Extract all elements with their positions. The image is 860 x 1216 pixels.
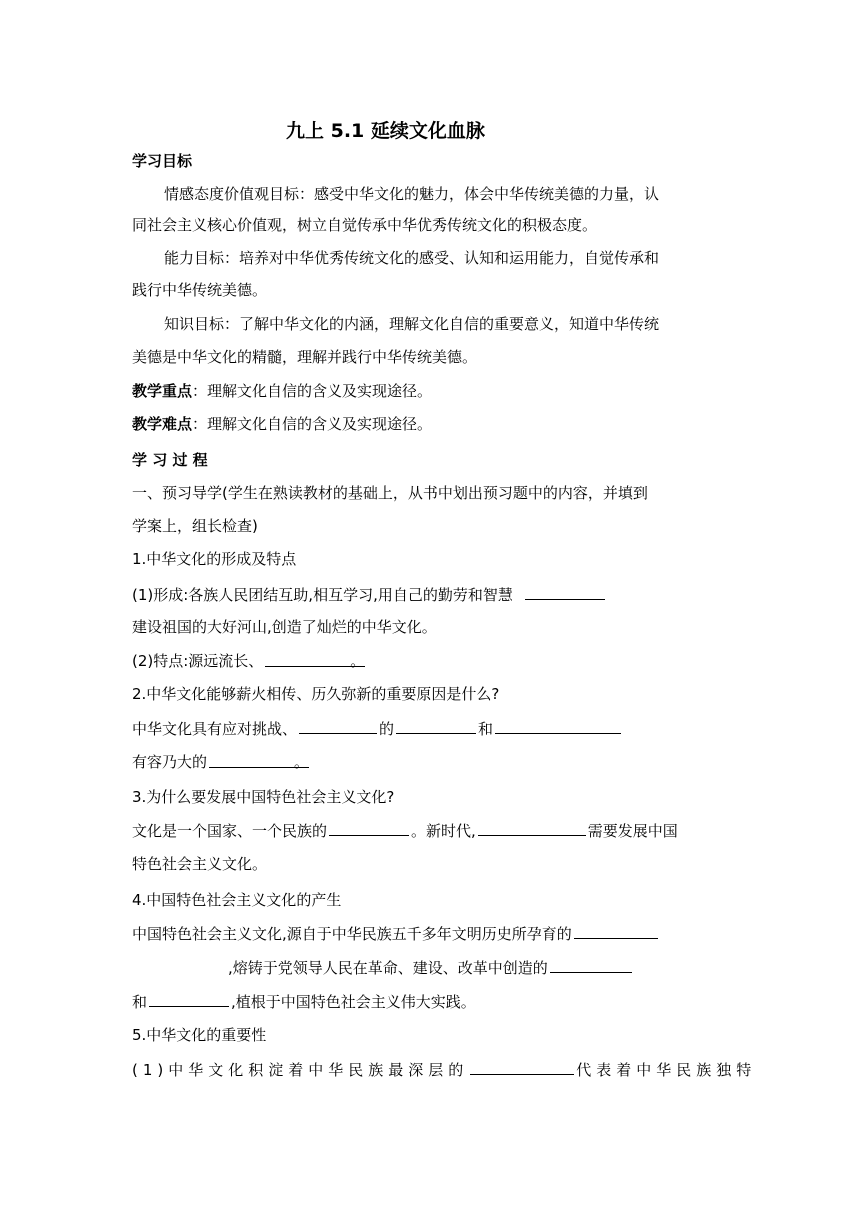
goal-emotion-line1: 情感态度价值观目标：感受中华文化的魅力，体会中华传统美德的力量，认 [164, 185, 660, 203]
q1-heading: 1.中华文化的形成及特点 [132, 550, 297, 568]
key-text: ：理解文化自信的含义及实现途径。 [192, 382, 433, 400]
q4-heading: 4.中国特色社会主义文化的产生 [132, 891, 342, 909]
difficulty-label: 教学难点 [132, 415, 193, 433]
q4-answer-line1 [132, 922, 730, 944]
difficulty-text: ：理解文化自信的含义及实现途径。 [192, 415, 433, 433]
q2-text-a: 中华文化具有应对挑战、 [132, 720, 298, 738]
q5-text-a: (1)中华文化积淀着中华民族最深层的 [132, 1061, 469, 1079]
fill-blank[interactable] [299, 717, 377, 734]
q1-formation-text: (1)形成:各族人民团结互助,相互学习,用自己的勤劳和智慧 [132, 586, 513, 604]
fill-blank[interactable] [209, 751, 310, 771]
teaching-difficulty [132, 413, 730, 435]
q4-text-a: 中国特色社会主义文化,源自于中华民族五千多年文明历史所孕育的 [132, 925, 572, 943]
key-label: 教学重点 [132, 382, 193, 400]
q1-feature-text: (2)特点:源远流长、 [132, 652, 264, 670]
q3-answer-line1 [132, 819, 730, 841]
fill-blank[interactable] [550, 956, 632, 973]
goal-knowledge-line2: 美德是中华文化的精髓，理解并践行中华传统美德。 [132, 348, 478, 366]
q5-answer-line1 [132, 1058, 757, 1080]
fill-blank[interactable] [525, 583, 605, 600]
goal-emotion-line2: 同社会主义核心价值观，树立自觉传承中华优秀传统文化的积极态度。 [132, 216, 598, 234]
fill-blank[interactable] [495, 717, 621, 734]
fill-blank[interactable] [149, 990, 229, 1007]
q3-text-c: 需要发展中国 [587, 822, 678, 840]
q1-feature-line [132, 650, 730, 672]
fill-blank[interactable] [574, 922, 658, 939]
preview-line2: 学案上，组长检查) [132, 517, 258, 535]
q1-formation-line2: 建设祖国的大好河山,创造了灿烂的中华文化。 [132, 618, 437, 636]
q3-text-a: 文化是一个国家、一个民族的 [132, 822, 328, 840]
goal-knowledge-line1: 知识目标：了解中华文化的内涵，理解文化自信的重要意义，知道中华传统 [164, 315, 660, 333]
teaching-key-point [132, 380, 730, 402]
q5-heading: 5.中华文化的重要性 [132, 1026, 267, 1044]
q4-answer-line2 [228, 956, 730, 978]
q2-text-c: 和 [478, 720, 494, 738]
q3-heading: 3.为什么要发展中国特色社会主义文化? [132, 788, 395, 806]
q5-text-b: 代表着中华民族独特 [576, 1061, 757, 1079]
q4-text-d: ,植根于中国特色社会主义伟大实践。 [231, 993, 476, 1011]
goal-ability-line2: 践行中华传统美德。 [132, 281, 268, 299]
q3-text-b: 。新时代, [411, 822, 476, 840]
q1-formation-line1 [132, 583, 730, 605]
fill-blank[interactable] [329, 819, 409, 836]
q2-answer-line2 [132, 751, 730, 773]
fill-blank[interactable] [396, 717, 476, 734]
process-heading: 学 习 过 程 [132, 451, 208, 469]
q4-text-b: ,熔铸于党领导人民在革命、建设、改革中创造的 [228, 959, 548, 977]
q2-answer-line1 [132, 717, 730, 739]
q4-answer-line3 [132, 990, 730, 1012]
goals-heading: 学习目标 [132, 152, 193, 170]
q2-text-b: 的 [379, 720, 395, 738]
period-mark: 。 [294, 753, 310, 771]
fill-blank[interactable] [265, 650, 366, 670]
goal-ability-line1: 能力目标：培养对中华优秀传统文化的感受、认知和运用能力，自觉传承和 [164, 249, 660, 267]
document-title: 九上 5.1 延续文化血脉 [286, 120, 485, 142]
q3-answer-line2: 特色社会主义文化。 [132, 855, 268, 873]
q2-text-d: 有容乃大的 [132, 753, 208, 771]
period-mark: 。 [350, 652, 366, 670]
fill-blank[interactable] [478, 819, 586, 836]
preview-line1: 一、预习导学(学生在熟读教材的基础上，从书中划出预习题中的内容，并填到 [132, 484, 648, 502]
fill-blank[interactable] [470, 1058, 574, 1075]
q2-heading: 2.中华文化能够薪火相传、历久弥新的重要原因是什么? [132, 685, 500, 703]
q4-text-c: 和 [132, 993, 148, 1011]
